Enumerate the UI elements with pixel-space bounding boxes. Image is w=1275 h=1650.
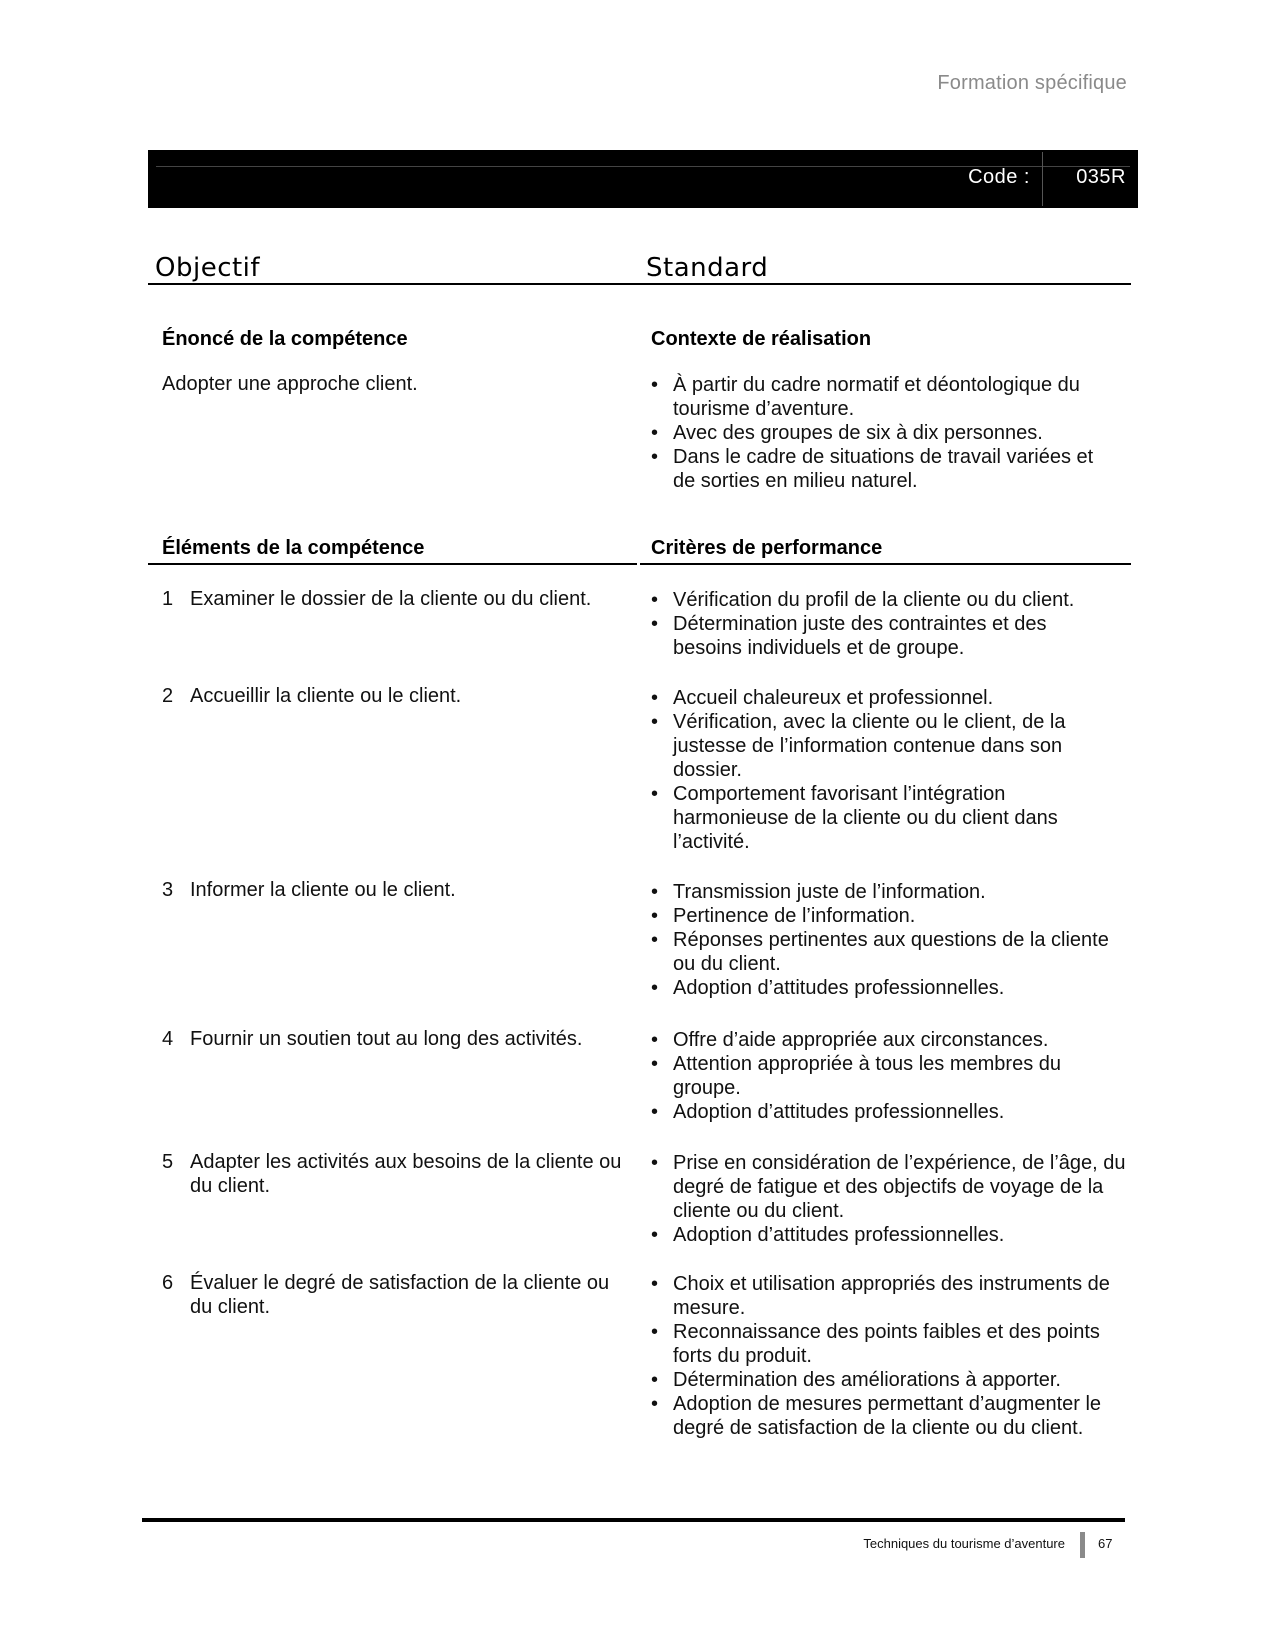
criteria-list <box>651 1028 1121 1124</box>
element-row <box>162 1150 632 1198</box>
criteria-list <box>651 1151 1126 1247</box>
code-separator <box>1042 152 1043 206</box>
criterion-item: • Adoption d’attitudes professionnelles. <box>651 1223 1126 1247</box>
criterion-item: • Offre d’aide appropriée aux circonstances. <box>651 1028 1121 1052</box>
element-text: Adapter les activités aux besoins de la cliente ou du client. <box>190 1151 622 1197</box>
contexte-item: • À partir du cadre normatif et déontologique du tourisme d’aventure. <box>651 373 1121 421</box>
section-label: Formation spécifique <box>937 72 1127 94</box>
code-value: 035R <box>1076 166 1126 188</box>
element-number: 1 <box>162 588 174 610</box>
criterion-item: • Adoption de mesures permettant d’augmenter le degré de satisfaction de la cliente ou du client. <box>651 1392 1126 1440</box>
element-text: Évaluer le degré de satisfaction de la cliente ou du client. <box>190 1272 610 1318</box>
element-number: 4 <box>162 1028 174 1050</box>
element-text: Examiner le dossier de la cliente ou du client. <box>190 588 592 610</box>
enonce-title: Énoncé de la compétence <box>162 328 408 350</box>
criterion-item: • Réponses pertinentes aux questions de la cliente ou du client. <box>651 928 1121 976</box>
criterion-item: • Détermination des améliorations à apporter. <box>651 1368 1126 1392</box>
footer-divider <box>1080 1532 1085 1558</box>
element-text: Accueillir la cliente ou le client. <box>190 685 462 707</box>
code-label: Code : <box>968 166 1030 188</box>
element-row <box>162 1027 632 1051</box>
element-number: 3 <box>162 879 174 901</box>
contexte-title: Contexte de réalisation <box>651 328 872 350</box>
contexte-item: • Dans le cadre de situations de travail variées et de sorties en milieu naturel. <box>651 445 1121 493</box>
criterion-item: • Reconnaissance des points faibles et des points forts du produit. <box>651 1320 1126 1368</box>
criteria-list <box>651 686 1121 854</box>
criteria-list <box>651 1272 1126 1440</box>
footer-rule <box>142 1518 1125 1522</box>
header-rule <box>148 283 1131 285</box>
criterion-item: • Choix et utilisation appropriés des instruments de mesure. <box>651 1272 1126 1320</box>
element-text: Informer la cliente ou le client. <box>190 879 456 901</box>
contexte-item: • Avec des groupes de six à dix personnes. <box>651 421 1121 445</box>
element-number: 6 <box>162 1272 174 1294</box>
element-row <box>162 684 632 708</box>
criterion-item: • Détermination juste des contraintes et des besoins individuels et de groupe. <box>651 612 1121 660</box>
footer-title: Techniques du tourisme d’aventure <box>863 1536 1065 1551</box>
criterion-item: • Attention appropriée à tous les membres du groupe. <box>651 1052 1121 1100</box>
element-row <box>162 878 632 902</box>
criterion-item: • Prise en considération de l’expérience, de l’âge, du degré de fatigue et des objectifs de voyage de la cliente ou du client. <box>651 1151 1126 1223</box>
criterion-item: • Accueil chaleureux et professionnel. <box>651 686 1121 710</box>
criteria-list <box>651 588 1121 660</box>
element-text: Fournir un soutien tout au long des activités. <box>190 1028 583 1050</box>
element-row <box>162 587 632 611</box>
enonce-text: Adopter une approche client. <box>162 373 418 395</box>
criterion-item: • Comportement favorisant l’intégration harmonieuse de la cliente ou du client dans l’activité. <box>651 782 1121 854</box>
element-number: 2 <box>162 685 174 707</box>
page-number: 67 <box>1098 1536 1113 1551</box>
code-bar <box>148 150 1138 208</box>
criterion-item: • Adoption d’attitudes professionnelles. <box>651 976 1121 1000</box>
criteres-rule <box>640 563 1131 565</box>
criterion-item: • Pertinence de l’information. <box>651 904 1121 928</box>
contexte-list <box>651 373 1121 493</box>
criterion-item: • Vérification du profil de la cliente ou du client. <box>651 588 1121 612</box>
criteria-list <box>651 880 1121 1000</box>
criterion-item: • Vérification, avec la cliente ou le client, de la justesse de l’information contenue dans son dossier. <box>651 710 1121 782</box>
objectif-heading: Objectif <box>155 253 261 283</box>
criterion-item: • Adoption d’attitudes professionnelles. <box>651 1100 1121 1124</box>
elements-title: Éléments de la compétence <box>162 537 425 559</box>
standard-heading: Standard <box>646 253 769 283</box>
element-row <box>162 1271 632 1319</box>
criteres-title: Critères de performance <box>651 537 883 559</box>
criterion-item: • Transmission juste de l’information. <box>651 880 1121 904</box>
element-number: 5 <box>162 1151 174 1173</box>
elements-rule <box>148 563 637 565</box>
